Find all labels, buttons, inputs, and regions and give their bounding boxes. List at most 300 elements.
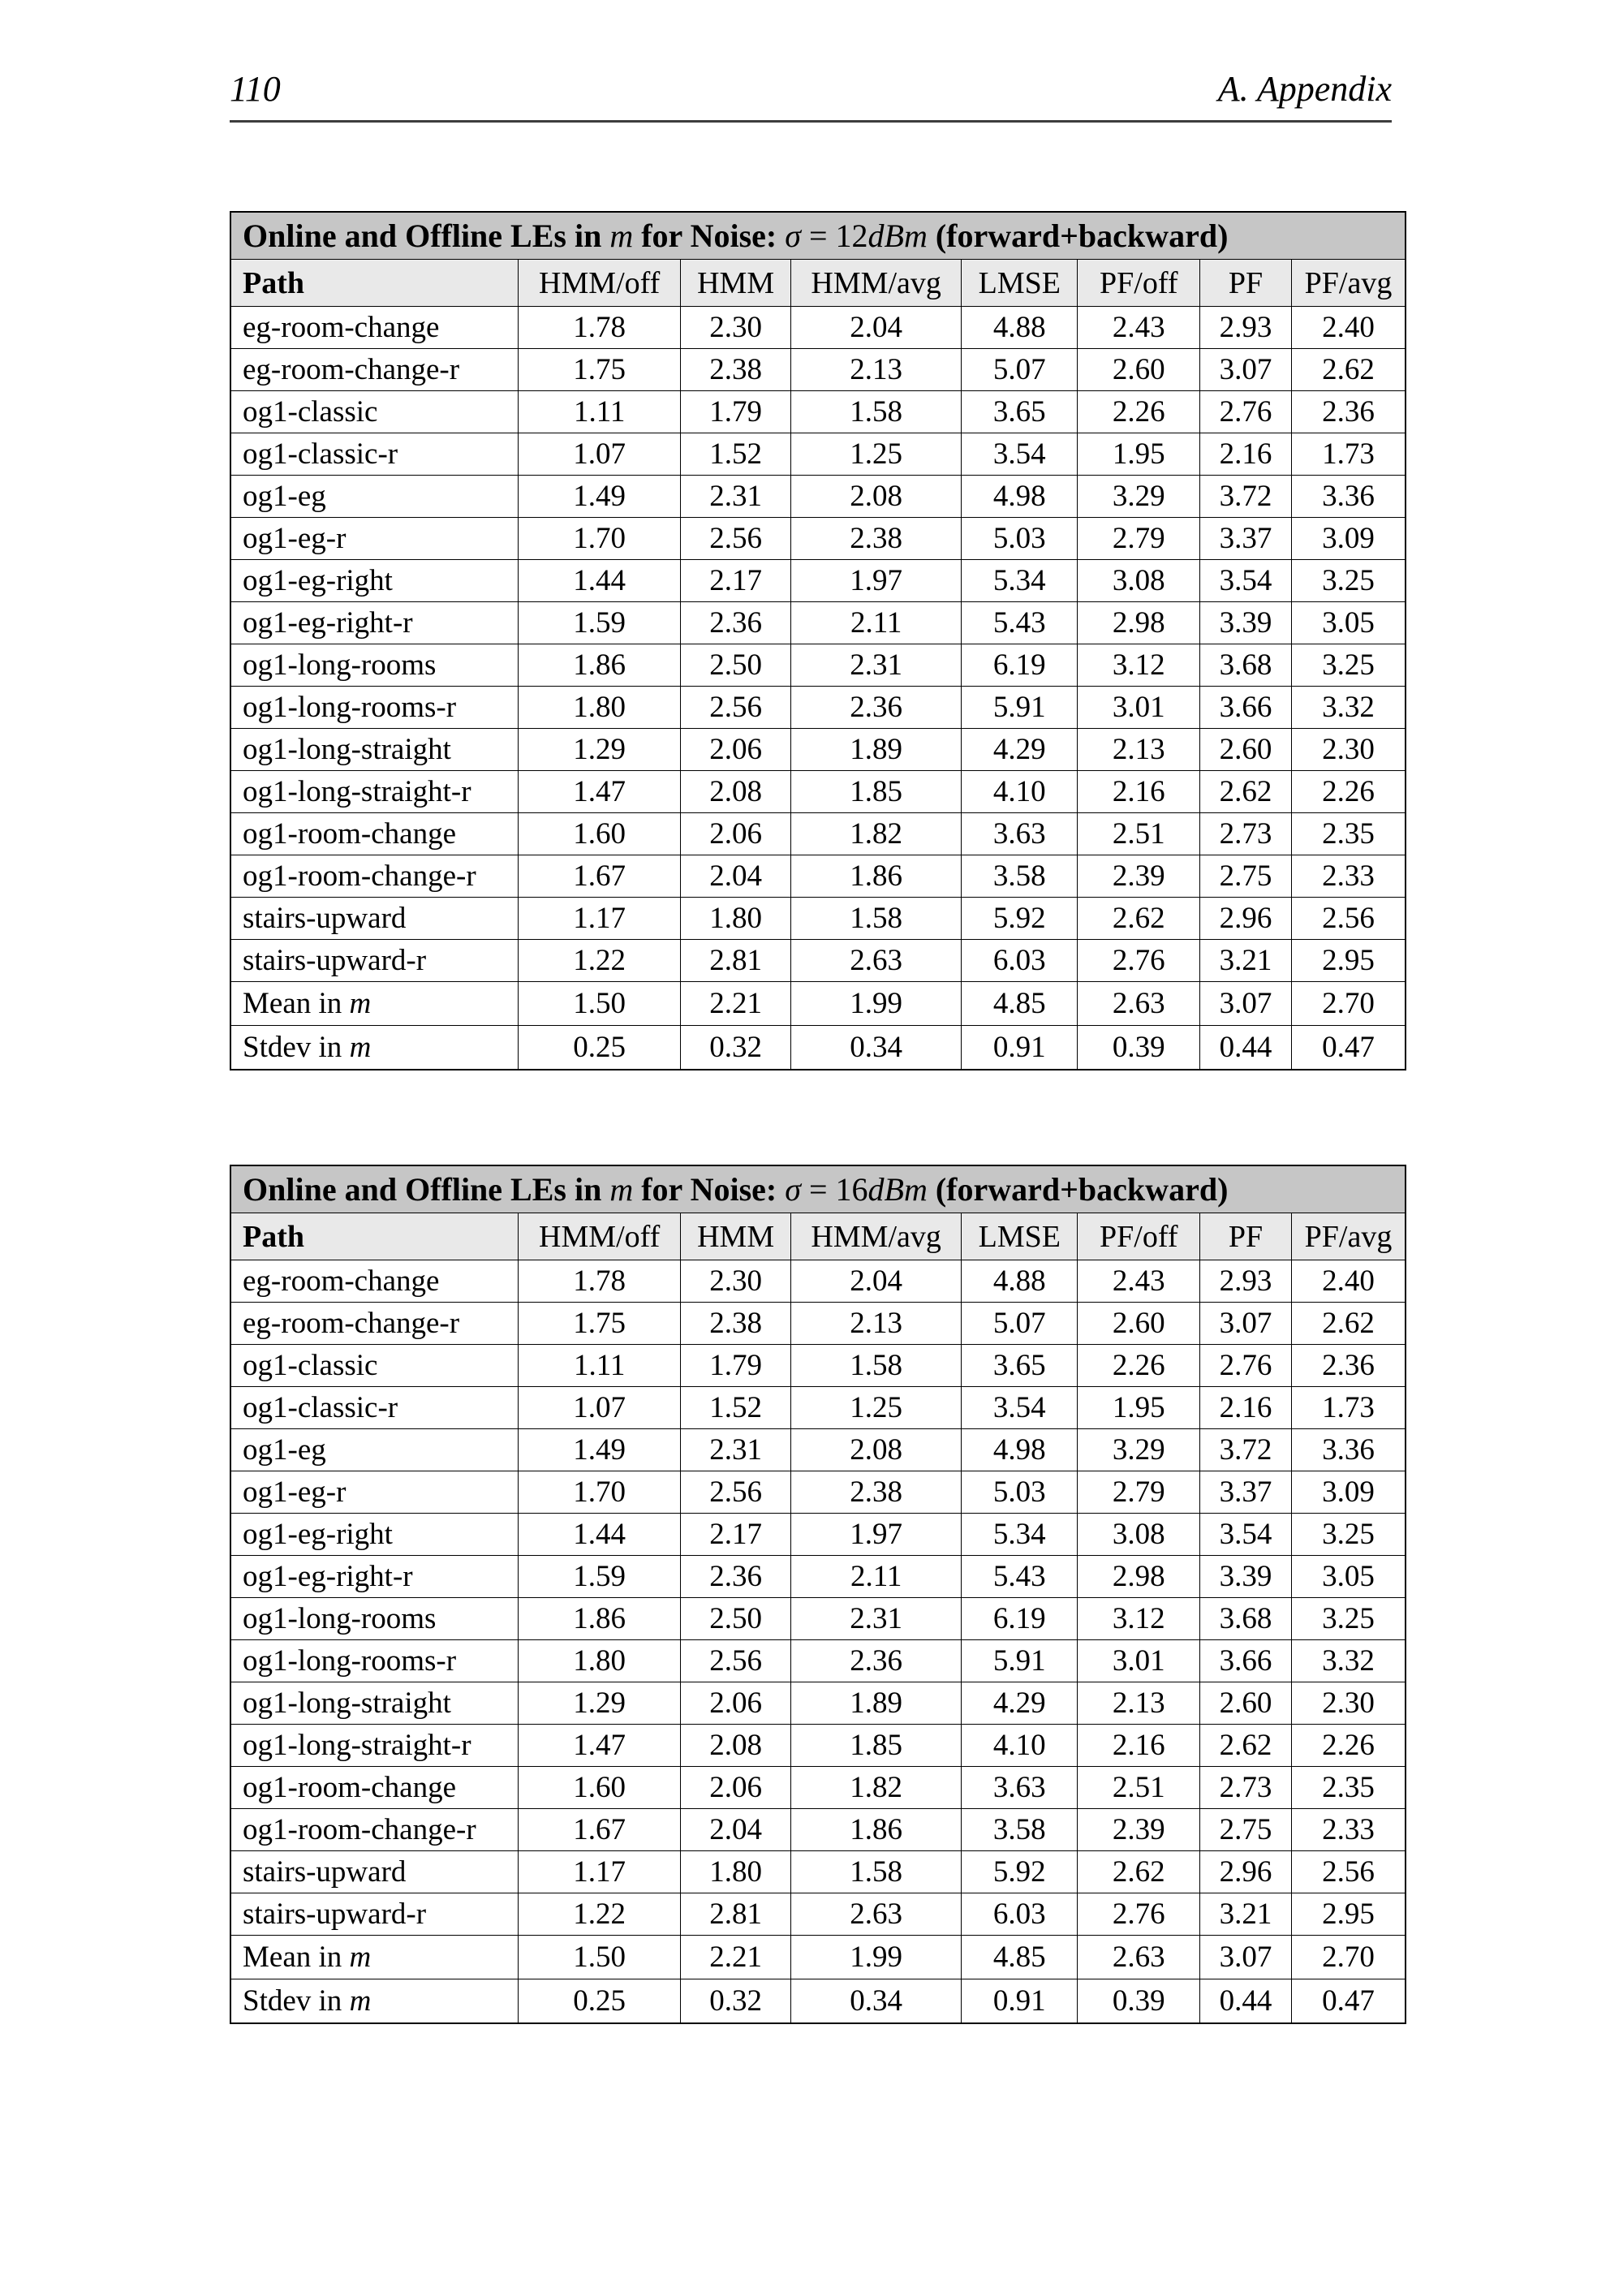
value-cell: 2.60 (1200, 729, 1292, 771)
value-cell: 3.65 (962, 1345, 1078, 1387)
text-segment: σ (785, 1171, 801, 1208)
value-cell: 4.98 (962, 1429, 1078, 1471)
value-cell: 2.79 (1078, 1471, 1200, 1514)
path-cell: og1-long-straight (230, 729, 519, 771)
value-cell: 1.44 (519, 1514, 681, 1556)
table-row (230, 1303, 1406, 1345)
table-title-row (230, 1165, 1406, 1213)
text-segment: m (609, 218, 634, 254)
value-cell: 2.30 (681, 1260, 791, 1303)
table-row (230, 307, 1406, 349)
value-cell: 0.32 (681, 1979, 791, 2024)
text-segment: Online and Offline LEs in (243, 218, 610, 254)
value-cell: 1.73 (1291, 1387, 1406, 1429)
value-cell: 1.89 (791, 1682, 962, 1725)
value-cell: 3.07 (1200, 349, 1292, 391)
value-cell: 2.17 (681, 1514, 791, 1556)
value-cell: 2.08 (681, 1725, 791, 1767)
value-cell: 2.96 (1200, 898, 1292, 940)
path-cell: og1-room-change (230, 813, 519, 855)
value-cell: 4.29 (962, 1682, 1078, 1725)
path-cell: og1-long-rooms (230, 644, 519, 687)
text-segment: m (349, 1031, 372, 1064)
summary-row (230, 1979, 1406, 2024)
value-cell: 2.31 (791, 644, 962, 687)
value-cell: 2.30 (681, 307, 791, 349)
value-cell: 5.07 (962, 1303, 1078, 1345)
value-cell: 2.13 (1078, 729, 1200, 771)
value-cell: 1.47 (519, 771, 681, 813)
path-cell: og1-classic-r (230, 433, 519, 476)
value-cell: 1.86 (519, 1598, 681, 1640)
text-segment: m (349, 987, 372, 1020)
table-row (230, 687, 1406, 729)
value-cell: 2.76 (1200, 1345, 1292, 1387)
value-cell: 2.16 (1078, 771, 1200, 813)
value-cell: 2.73 (1200, 813, 1292, 855)
value-cell: 3.12 (1078, 644, 1200, 687)
path-cell: stairs-upward-r (230, 1893, 519, 1936)
value-cell: 1.73 (1291, 433, 1406, 476)
value-cell: 5.03 (962, 1471, 1078, 1514)
value-cell: 2.17 (681, 560, 791, 602)
value-cell: 3.32 (1291, 687, 1406, 729)
value-cell: 3.63 (962, 813, 1078, 855)
value-cell: 2.70 (1291, 982, 1406, 1026)
summary-row (230, 982, 1406, 1026)
value-cell: 2.63 (1078, 1936, 1200, 1979)
value-cell: 1.75 (519, 1303, 681, 1345)
value-cell: 1.49 (519, 476, 681, 518)
chapter-title: A. Appendix (1217, 69, 1392, 109)
value-cell: 3.01 (1078, 1640, 1200, 1682)
value-cell: 2.04 (681, 855, 791, 898)
value-cell: 1.07 (519, 433, 681, 476)
value-cell: 1.59 (519, 602, 681, 644)
value-cell: 2.62 (1200, 1725, 1292, 1767)
value-cell: 2.63 (1078, 982, 1200, 1026)
path-cell: og1-eg-right (230, 560, 519, 602)
column-header-hmm-avg: HMM/avg (791, 1213, 962, 1260)
summary-label (230, 1026, 519, 1070)
value-cell: 2.31 (681, 1429, 791, 1471)
value-cell: 1.58 (791, 391, 962, 433)
text-segment: Stdev in (243, 1984, 350, 2018)
column-header-pf-avg: PF/avg (1291, 260, 1406, 307)
value-cell: 3.54 (1200, 560, 1292, 602)
value-cell: 3.09 (1291, 518, 1406, 560)
value-cell: 3.07 (1200, 982, 1292, 1026)
value-cell: 3.63 (962, 1767, 1078, 1809)
value-cell: 3.21 (1200, 940, 1292, 982)
table-row (230, 729, 1406, 771)
table-title-row (230, 212, 1406, 260)
table-row (230, 476, 1406, 518)
value-cell: 2.93 (1200, 307, 1292, 349)
value-cell: 0.32 (681, 1026, 791, 1070)
table-row (230, 1893, 1406, 1936)
value-cell: 2.40 (1291, 307, 1406, 349)
page-header (230, 70, 1392, 123)
value-cell: 2.76 (1200, 391, 1292, 433)
table-title (230, 212, 1406, 260)
value-cell: 2.60 (1200, 1682, 1292, 1725)
value-cell: 2.35 (1291, 813, 1406, 855)
value-cell: 2.26 (1291, 771, 1406, 813)
value-cell: 2.75 (1200, 1809, 1292, 1851)
value-cell: 0.47 (1291, 1979, 1406, 2024)
value-cell: 0.39 (1078, 1026, 1200, 1070)
path-cell: eg-room-change-r (230, 1303, 519, 1345)
value-cell: 3.21 (1200, 1893, 1292, 1936)
value-cell: 2.63 (791, 1893, 962, 1936)
value-cell: 1.78 (519, 307, 681, 349)
column-header-lmse: LMSE (962, 260, 1078, 307)
value-cell: 2.39 (1078, 855, 1200, 898)
value-cell: 1.52 (681, 433, 791, 476)
table-row (230, 813, 1406, 855)
value-cell: 3.32 (1291, 1640, 1406, 1682)
path-cell: og1-eg-r (230, 1471, 519, 1514)
value-cell: 3.25 (1291, 560, 1406, 602)
value-cell: 1.79 (681, 1345, 791, 1387)
path-cell: og1-room-change-r (230, 855, 519, 898)
value-cell: 2.35 (1291, 1767, 1406, 1809)
value-cell: 2.50 (681, 1598, 791, 1640)
value-cell: 1.67 (519, 1809, 681, 1851)
path-cell: og1-long-straight (230, 1682, 519, 1725)
value-cell: 1.67 (519, 855, 681, 898)
value-cell: 1.99 (791, 982, 962, 1026)
value-cell: 2.39 (1078, 1809, 1200, 1851)
value-cell: 0.25 (519, 1979, 681, 2024)
value-cell: 3.25 (1291, 1598, 1406, 1640)
value-cell: 2.06 (681, 813, 791, 855)
text-segment: dBm (867, 218, 928, 254)
value-cell: 1.95 (1078, 1387, 1200, 1429)
value-cell: 1.85 (791, 1725, 962, 1767)
path-cell: og1-long-straight-r (230, 771, 519, 813)
value-cell: 2.16 (1200, 433, 1292, 476)
value-cell: 1.60 (519, 813, 681, 855)
value-cell: 1.80 (519, 1640, 681, 1682)
value-cell: 2.62 (1078, 898, 1200, 940)
value-cell: 1.50 (519, 1936, 681, 1979)
value-cell: 4.88 (962, 1260, 1078, 1303)
value-cell: 3.36 (1291, 1429, 1406, 1471)
value-cell: 5.92 (962, 898, 1078, 940)
value-cell: 1.95 (1078, 433, 1200, 476)
path-cell: og1-room-change (230, 1767, 519, 1809)
text-segment: for Noise: (633, 1171, 786, 1208)
value-cell: 3.37 (1200, 518, 1292, 560)
value-cell: 3.54 (1200, 1514, 1292, 1556)
column-header-pf-off: PF/off (1078, 1213, 1200, 1260)
value-cell: 1.85 (791, 771, 962, 813)
table-row (230, 1598, 1406, 1640)
value-cell: 2.36 (1291, 1345, 1406, 1387)
path-cell: og1-classic-r (230, 1387, 519, 1429)
value-cell: 1.58 (791, 1345, 962, 1387)
value-cell: 2.30 (1291, 729, 1406, 771)
value-cell: 2.95 (1291, 1893, 1406, 1936)
value-cell: 2.31 (791, 1598, 962, 1640)
value-cell: 3.54 (962, 1387, 1078, 1429)
value-cell: 5.43 (962, 602, 1078, 644)
value-cell: 1.25 (791, 433, 962, 476)
value-cell: 3.65 (962, 391, 1078, 433)
value-cell: 0.47 (1291, 1026, 1406, 1070)
table-row (230, 1556, 1406, 1598)
table-row (230, 1640, 1406, 1682)
column-header-row (230, 1213, 1406, 1260)
path-cell: og1-eg-r (230, 518, 519, 560)
value-cell: 2.81 (681, 1893, 791, 1936)
value-cell: 3.68 (1200, 1598, 1292, 1640)
value-cell: 6.19 (962, 1598, 1078, 1640)
value-cell: 3.05 (1291, 1556, 1406, 1598)
value-cell: 1.86 (791, 855, 962, 898)
value-cell: 3.07 (1200, 1303, 1292, 1345)
value-cell: 1.11 (519, 1345, 681, 1387)
text-segment: dBm (867, 1171, 928, 1208)
column-header-hmm-off: HMM/off (519, 260, 681, 307)
value-cell: 1.29 (519, 1682, 681, 1725)
summary-label (230, 982, 519, 1026)
value-cell: 4.10 (962, 771, 1078, 813)
value-cell: 2.04 (681, 1809, 791, 1851)
column-header-pf-off: PF/off (1078, 260, 1200, 307)
column-header-path: Path (230, 260, 519, 307)
value-cell: 1.50 (519, 982, 681, 1026)
value-cell: 2.06 (681, 729, 791, 771)
value-cell: 4.29 (962, 729, 1078, 771)
value-cell: 3.08 (1078, 1514, 1200, 1556)
column-header-pf-avg: PF/avg (1291, 1213, 1406, 1260)
value-cell: 3.05 (1291, 602, 1406, 644)
value-cell: 2.26 (1078, 1345, 1200, 1387)
table-row (230, 518, 1406, 560)
value-cell: 5.34 (962, 1514, 1078, 1556)
value-cell: 2.76 (1078, 940, 1200, 982)
value-cell: 4.85 (962, 1936, 1078, 1979)
summary-label (230, 1979, 519, 2024)
value-cell: 2.13 (1078, 1682, 1200, 1725)
value-cell: 2.73 (1200, 1767, 1292, 1809)
value-cell: 2.70 (1291, 1936, 1406, 1979)
table-row (230, 1387, 1406, 1429)
value-cell: 0.91 (962, 1026, 1078, 1070)
value-cell: 2.38 (791, 1471, 962, 1514)
results-table-noise-16dbm (230, 1165, 1406, 2024)
value-cell: 1.89 (791, 729, 962, 771)
text-segment: for Noise: (633, 218, 786, 254)
table-row (230, 1851, 1406, 1893)
value-cell: 2.93 (1200, 1260, 1292, 1303)
text-segment: Stdev in (243, 1031, 350, 1064)
value-cell: 2.38 (681, 1303, 791, 1345)
value-cell: 2.08 (791, 1429, 962, 1471)
table-row (230, 1429, 1406, 1471)
value-cell: 2.43 (1078, 307, 1200, 349)
value-cell: 0.44 (1200, 1026, 1292, 1070)
value-cell: 4.88 (962, 307, 1078, 349)
value-cell: 2.16 (1078, 1725, 1200, 1767)
value-cell: 2.13 (791, 349, 962, 391)
column-header-lmse: LMSE (962, 1213, 1078, 1260)
text-segment: m (349, 1941, 372, 1974)
value-cell: 2.08 (791, 476, 962, 518)
value-cell: 1.60 (519, 1767, 681, 1809)
table-row (230, 391, 1406, 433)
table-row (230, 940, 1406, 982)
path-cell: eg-room-change (230, 1260, 519, 1303)
value-cell: 3.58 (962, 855, 1078, 898)
table-row (230, 349, 1406, 391)
path-cell: og1-classic (230, 1345, 519, 1387)
value-cell: 2.62 (1200, 771, 1292, 813)
value-cell: 1.07 (519, 1387, 681, 1429)
value-cell: 1.49 (519, 1429, 681, 1471)
value-cell: 2.51 (1078, 813, 1200, 855)
value-cell: 5.43 (962, 1556, 1078, 1598)
path-cell: stairs-upward (230, 898, 519, 940)
value-cell: 1.78 (519, 1260, 681, 1303)
value-cell: 2.62 (1291, 349, 1406, 391)
value-cell: 2.38 (791, 518, 962, 560)
value-cell: 2.36 (791, 1640, 962, 1682)
value-cell: 1.11 (519, 391, 681, 433)
value-cell: 3.08 (1078, 560, 1200, 602)
value-cell: 3.36 (1291, 476, 1406, 518)
value-cell: 2.04 (791, 307, 962, 349)
value-cell: 2.36 (1291, 391, 1406, 433)
value-cell: 2.96 (1200, 1851, 1292, 1893)
value-cell: 3.58 (962, 1809, 1078, 1851)
value-cell: 3.09 (1291, 1471, 1406, 1514)
value-cell: 1.86 (791, 1809, 962, 1851)
value-cell: 2.11 (791, 1556, 962, 1598)
value-cell: 3.66 (1200, 687, 1292, 729)
value-cell: 1.17 (519, 1851, 681, 1893)
path-cell: og1-room-change-r (230, 1809, 519, 1851)
value-cell: 3.25 (1291, 644, 1406, 687)
summary-label (230, 1936, 519, 1979)
value-cell: 1.86 (519, 644, 681, 687)
value-cell: 3.39 (1200, 602, 1292, 644)
value-cell: 2.81 (681, 940, 791, 982)
path-cell: og1-long-rooms (230, 1598, 519, 1640)
path-cell: eg-room-change-r (230, 349, 519, 391)
text-segment: (forward+backward) (927, 218, 1229, 254)
value-cell: 1.44 (519, 560, 681, 602)
value-cell: 3.12 (1078, 1598, 1200, 1640)
value-cell: 2.21 (681, 1936, 791, 1979)
table-row (230, 1345, 1406, 1387)
value-cell: 5.91 (962, 687, 1078, 729)
path-cell: stairs-upward (230, 1851, 519, 1893)
value-cell: 2.31 (681, 476, 791, 518)
value-cell: 3.72 (1200, 1429, 1292, 1471)
value-cell: 5.34 (962, 560, 1078, 602)
value-cell: 0.44 (1200, 1979, 1292, 2024)
table-row (230, 1725, 1406, 1767)
path-cell: og1-eg (230, 1429, 519, 1471)
value-cell: 1.97 (791, 1514, 962, 1556)
value-cell: 2.95 (1291, 940, 1406, 982)
value-cell: 2.56 (1291, 898, 1406, 940)
value-cell: 4.85 (962, 982, 1078, 1026)
path-cell: og1-eg-right (230, 1514, 519, 1556)
table-row (230, 602, 1406, 644)
value-cell: 3.39 (1200, 1556, 1292, 1598)
text-segment: Mean in (243, 1941, 350, 1974)
value-cell: 1.99 (791, 1936, 962, 1979)
value-cell: 3.37 (1200, 1471, 1292, 1514)
value-cell: 2.62 (1078, 1851, 1200, 1893)
path-cell: og1-eg (230, 476, 519, 518)
value-cell: 2.36 (791, 687, 962, 729)
value-cell: 1.80 (681, 898, 791, 940)
value-cell: 1.70 (519, 518, 681, 560)
table-row (230, 1260, 1406, 1303)
text-segment: m (609, 1171, 634, 1208)
value-cell: 2.43 (1078, 1260, 1200, 1303)
value-cell: 2.13 (791, 1303, 962, 1345)
results-table-noise-12dbm (230, 211, 1406, 1070)
text-segment: m (349, 1984, 372, 2018)
value-cell: 3.25 (1291, 1514, 1406, 1556)
value-cell: 0.25 (519, 1026, 681, 1070)
page-number: 110 (230, 69, 281, 109)
table-row (230, 1682, 1406, 1725)
text-segment: (forward+backward) (927, 1171, 1229, 1208)
value-cell: 1.79 (681, 391, 791, 433)
value-cell: 4.10 (962, 1725, 1078, 1767)
table-row (230, 433, 1406, 476)
text-segment: = 12 (800, 218, 868, 254)
path-cell: og1-long-straight-r (230, 1725, 519, 1767)
value-cell: 2.33 (1291, 855, 1406, 898)
value-cell: 1.22 (519, 940, 681, 982)
value-cell: 4.98 (962, 476, 1078, 518)
column-header-path: Path (230, 1213, 519, 1260)
column-header-hmm: HMM (681, 1213, 791, 1260)
value-cell: 2.04 (791, 1260, 962, 1303)
table-row (230, 1471, 1406, 1514)
value-cell: 6.03 (962, 940, 1078, 982)
text-segment: σ (785, 218, 801, 254)
value-cell: 3.68 (1200, 644, 1292, 687)
text-segment: = 16 (800, 1171, 868, 1208)
value-cell: 2.51 (1078, 1767, 1200, 1809)
path-cell: eg-room-change (230, 307, 519, 349)
value-cell: 1.82 (791, 1767, 962, 1809)
column-header-hmm-off: HMM/off (519, 1213, 681, 1260)
value-cell: 1.25 (791, 1387, 962, 1429)
table-row (230, 898, 1406, 940)
value-cell: 2.76 (1078, 1893, 1200, 1936)
value-cell: 1.58 (791, 898, 962, 940)
path-cell: og1-long-rooms-r (230, 687, 519, 729)
tables-container (230, 211, 1406, 2118)
value-cell: 2.75 (1200, 855, 1292, 898)
value-cell: 1.17 (519, 898, 681, 940)
value-cell: 2.56 (681, 687, 791, 729)
summary-row (230, 1936, 1406, 1979)
value-cell: 1.97 (791, 560, 962, 602)
value-cell: 1.82 (791, 813, 962, 855)
